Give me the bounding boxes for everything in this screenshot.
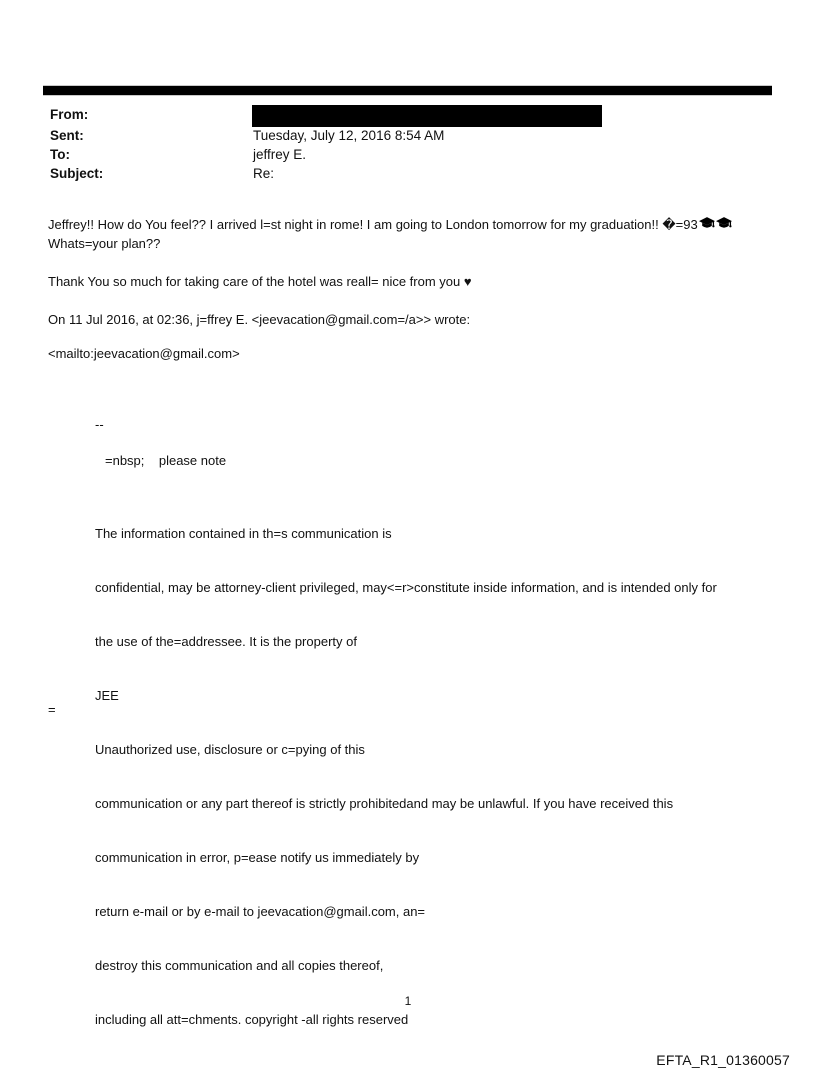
please-note-line: =nbsp; please note — [105, 453, 227, 468]
body-paragraph1-line1 — [48, 217, 732, 233]
subject-label: Subject: — [50, 166, 104, 181]
quote-attribution-line: On 11 Jul 2016, at 02:36, j=ffrey E. <jeevacation@gmail.com=/a>> wrote: — [48, 312, 471, 327]
legal-disclaimer-block — [95, 489, 717, 1065]
trailing-equals-sign: = — [48, 702, 56, 717]
disclaimer-line: return e-mail or by e-mail to jeevacation@gmail.com, an= — [95, 904, 426, 919]
disclaimer-line: JEE — [95, 688, 119, 703]
sent-label: Sent: — [50, 128, 84, 143]
body-paragraph1-line2: Whats=your plan?? — [48, 236, 161, 251]
subject-value: Re: — [253, 166, 275, 181]
from-label: From: — [50, 107, 89, 122]
signature-dashes: -- — [95, 417, 104, 432]
disclaimer-line: communication or any part thereof is strictly prohibitedand may be unlawful. If you have received this — [95, 796, 674, 811]
disclaimer-line: Unauthorized use, disclosure or c=pying of this — [95, 742, 365, 757]
disclaimer-line: confidential, may be attorney-client privileged, may<=r>constitute inside information, and is intended only for — [95, 580, 717, 595]
disclaimer-line: including all att=chments. copyright -all rights reserved — [95, 1012, 409, 1027]
to-label: To: — [50, 147, 70, 162]
sent-value: Tuesday, July 12, 2016 8:54 AM — [253, 128, 445, 143]
to-value: jeffrey E. — [253, 147, 307, 162]
top-divider-rule — [43, 86, 772, 95]
body-paragraph2: Thank You so much for taking care of the hotel was reall= nice from you ♥ — [48, 274, 472, 289]
graduation-cap-icon — [716, 217, 732, 230]
redacted-from-value — [252, 105, 602, 127]
disclaimer-line: destroy this communication and all copies thereof, — [95, 958, 384, 973]
body-paragraph1-line1-text: Jeffrey!! How do You feel?? I arrived l=st night in rome! I am going to London tomorrow for my graduation!! �=93 — [48, 217, 698, 232]
bates-number: EFTA_R1_01360057 — [656, 1052, 790, 1068]
disclaimer-line: the use of the=addressee. It is the property of — [95, 634, 357, 649]
disclaimer-line: The information contained in th=s communication is — [95, 526, 392, 541]
page-number: 1 — [404, 994, 412, 1008]
mailto-line: <mailto:jeevacation@gmail.com> — [48, 346, 240, 361]
disclaimer-line: communication in error, p=ease notify us immediately by — [95, 850, 420, 865]
graduation-cap-icon — [699, 217, 715, 230]
